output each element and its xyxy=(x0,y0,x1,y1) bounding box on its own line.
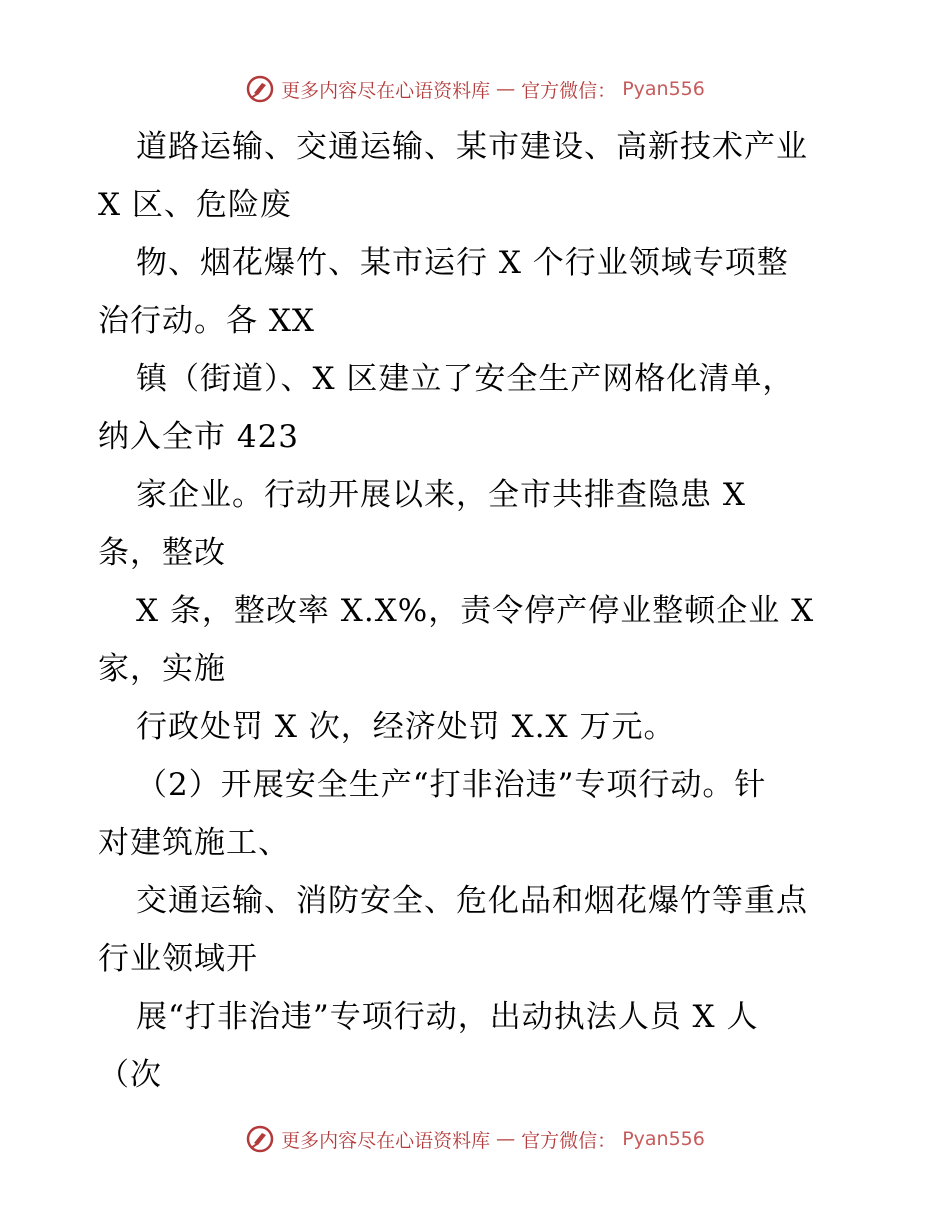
header-watermark xyxy=(0,74,950,104)
watermark-wechat-label: 官方微信： xyxy=(521,1129,617,1152)
text-line: 交通运输、消防安全、危化品和烟花爆竹等重点 xyxy=(136,883,808,919)
text-line: 条，整改 xyxy=(98,535,226,571)
text-line: X 区、危险废 xyxy=(98,187,292,223)
text-line: 行政处罚 X 次，经济处罚 X.X 万元。 xyxy=(136,709,676,745)
document-body xyxy=(98,124,858,1110)
text-line: 家企业。行动开展以来，全市共排查隐患 X xyxy=(136,477,746,513)
text-line: X 条，整改率 X.X%，责令停产停业整顿企业 X xyxy=(136,593,815,629)
logo-icon xyxy=(245,74,275,104)
footer-watermark xyxy=(0,1124,950,1154)
watermark-separator: — xyxy=(496,1128,516,1150)
text-line: 对建筑施工、 xyxy=(98,825,290,861)
watermark-separator: — xyxy=(496,78,516,100)
text-line: 家，实施 xyxy=(98,651,226,687)
text-line: 治行动。各 XX xyxy=(98,303,315,339)
text-line: （2）开展安全生产“打非治违”专项行动。针 xyxy=(136,767,767,803)
watermark-site-text: 更多内容尽在心语资料库 xyxy=(281,1129,491,1152)
text-line: 展“打非治违”专项行动，出动执法人员 X 人 xyxy=(136,999,759,1035)
text-line: 行业领域开 xyxy=(98,941,258,977)
logo-icon xyxy=(245,1124,275,1154)
text-line: 纳入全市 423 xyxy=(98,419,300,455)
watermark-site-text: 更多内容尽在心语资料库 xyxy=(281,79,491,102)
watermark-account: Pyan556 xyxy=(622,1128,705,1150)
watermark-account: Pyan556 xyxy=(622,78,705,100)
text-line: 镇（街道）、X 区建立了安全生产网格化清单， xyxy=(136,361,795,397)
text-line: 道路运输、交通运输、某市建设、高新技术产业 xyxy=(136,129,808,165)
text-line: （次 xyxy=(98,1057,162,1093)
text-line: 物、烟花爆竹、某市运行 X 个行业领域专项整 xyxy=(136,245,789,281)
watermark-wechat-label: 官方微信： xyxy=(521,79,617,102)
